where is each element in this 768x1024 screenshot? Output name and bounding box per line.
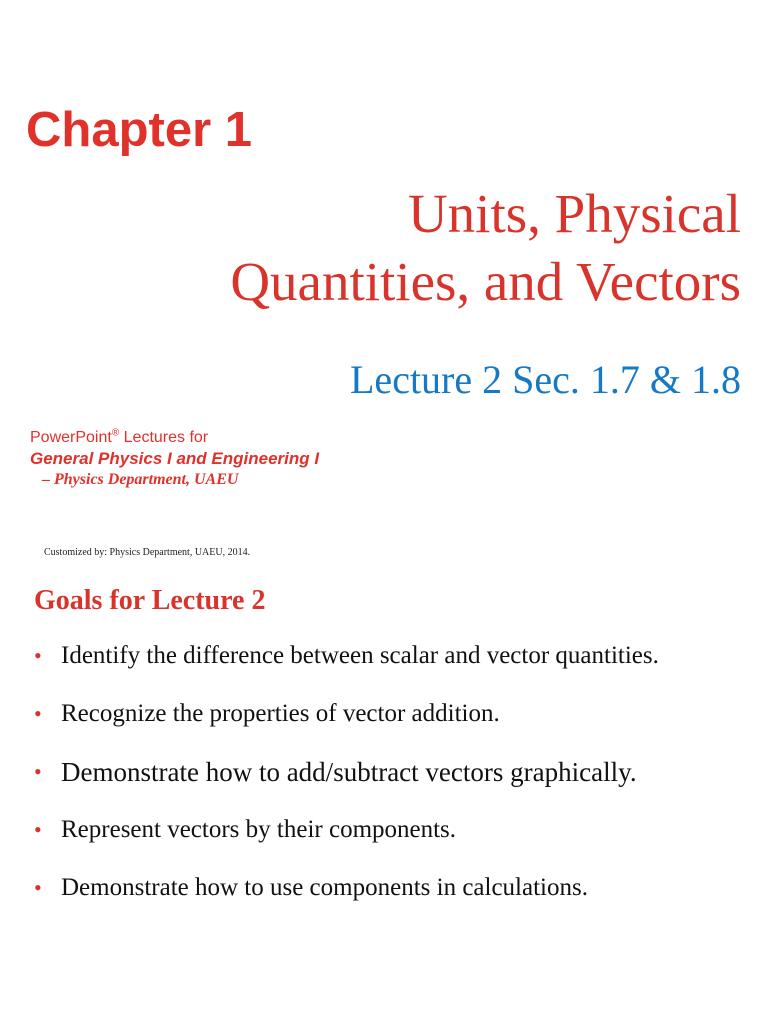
powerpoint-credit [30,428,319,490]
powerpoint-name: PowerPoint [30,429,112,446]
registered-mark: ® [111,427,120,439]
slide-title [141,180,741,316]
slide-title-line-2: Quantities, and Vectors [230,251,741,312]
goal-text: Recognize the properties of vector addition. [61,700,500,727]
bullet-icon: • [34,875,42,900]
goal-item [34,754,659,812]
powerpoint-credit-line [30,428,319,448]
bullet-icon: • [34,817,42,842]
bullet-icon: • [34,701,42,726]
goal-item [34,638,659,696]
goal-item [34,696,659,754]
slide-title-line-1: Units, Physical [407,183,741,244]
goal-text: Demonstrate how to use components in calculations. [61,874,588,901]
bullet-icon: • [34,643,42,668]
powerpoint-suffix: Lectures for [119,429,209,446]
bullet-icon: • [34,759,42,784]
customized-note: Customized by: Physics Department, UAEU, 2014. [44,547,251,558]
lecture-subtitle: Lecture 2 Sec. 1.7 & 1.8 [350,357,741,402]
goal-item [34,870,659,928]
goal-text: Represent vectors by their components. [61,816,457,843]
goal-item [34,812,659,870]
course-name: General Physics I and Engineering I [30,449,320,468]
chapter-heading: Chapter 1 [26,103,253,157]
goal-text: Demonstrate how to add/subtract vectors graphically. [61,757,637,787]
goals-list [34,638,659,928]
department-name: – Physics Department, UAEU [42,471,239,488]
goals-heading: Goals for Lecture 2 [34,585,266,616]
goal-text: Identify the difference between scalar and vector quantities. [61,642,659,669]
